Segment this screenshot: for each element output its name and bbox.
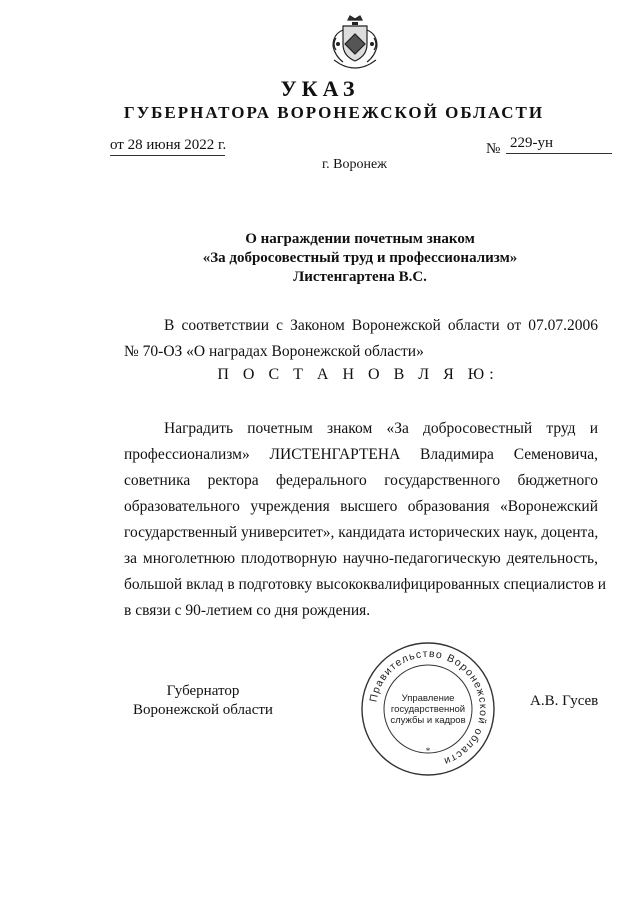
stamp-center-line: государственной bbox=[390, 704, 466, 715]
decree-date: от 28 июня 2022 г. bbox=[110, 137, 227, 153]
position-line: Губернатор bbox=[166, 683, 240, 699]
subject-line: «За добросовестный труд и профессионализм» bbox=[202, 250, 518, 266]
paragraph-line: за многолетнюю плодотворную научно-педагогическую деятельность, bbox=[124, 550, 598, 567]
document-subtitle: ГУБЕРНАТОРА ВОРОНЕЖСКОЙ ОБЛАСТИ bbox=[123, 103, 545, 122]
stamp-center-line: службы и кадров bbox=[390, 715, 466, 726]
subject-line: О награждении почетным знаком bbox=[245, 231, 475, 247]
stamp-center-line: Управление bbox=[401, 693, 455, 704]
number-sign: № bbox=[486, 141, 501, 157]
paragraph-line: № 70-ОЗ «О наградах Воронежской области» bbox=[124, 343, 424, 360]
number-underline bbox=[506, 153, 612, 154]
paragraph-line: образовательного учреждения высшего образования «Воронежский bbox=[124, 498, 598, 515]
paragraph-line: Наградить почетным знаком «За добросовестный труд и bbox=[164, 420, 598, 437]
paragraph-line: профессионализм» ЛИСТЕНГАРТЕНА Владимира Семеновича, bbox=[124, 446, 598, 463]
decree-word: П О С Т А Н О В Л Я Ю: bbox=[217, 366, 499, 383]
position-line: Воронежской области bbox=[133, 702, 273, 718]
paragraph-line: большой вклад в подготовку высококвалифицированных специалистов и bbox=[124, 576, 607, 593]
city-label: г. Воронеж bbox=[322, 157, 387, 172]
stamp-star: * bbox=[425, 746, 431, 756]
preamble-paragraph bbox=[124, 313, 598, 365]
document-title: УКАЗ bbox=[280, 76, 360, 101]
paragraph-line: государственный университет», кандидата исторических наук, доцента, bbox=[124, 524, 599, 541]
paragraph-line: В соответствии с Законом Воронежской области от 07.07.2006 bbox=[164, 317, 598, 334]
paragraph-line: в связи с 90-летием со дня рождения. bbox=[124, 602, 371, 619]
award-paragraph bbox=[124, 416, 607, 624]
signatory-position bbox=[118, 682, 288, 720]
coat-of-arms-emblem bbox=[330, 14, 380, 72]
stamp-ring-text: Правительство Воронежской области bbox=[367, 647, 490, 768]
decree-subject bbox=[150, 230, 570, 287]
paragraph-line: советника ректора федерального государственного бюджетного bbox=[124, 472, 598, 489]
signatory-name: А.В. Гусев bbox=[530, 693, 599, 709]
subject-line: Листенгартена В.С. bbox=[293, 269, 427, 285]
official-stamp bbox=[360, 641, 496, 777]
decree-number: 229-ун bbox=[510, 135, 554, 151]
date-underline bbox=[110, 155, 225, 156]
